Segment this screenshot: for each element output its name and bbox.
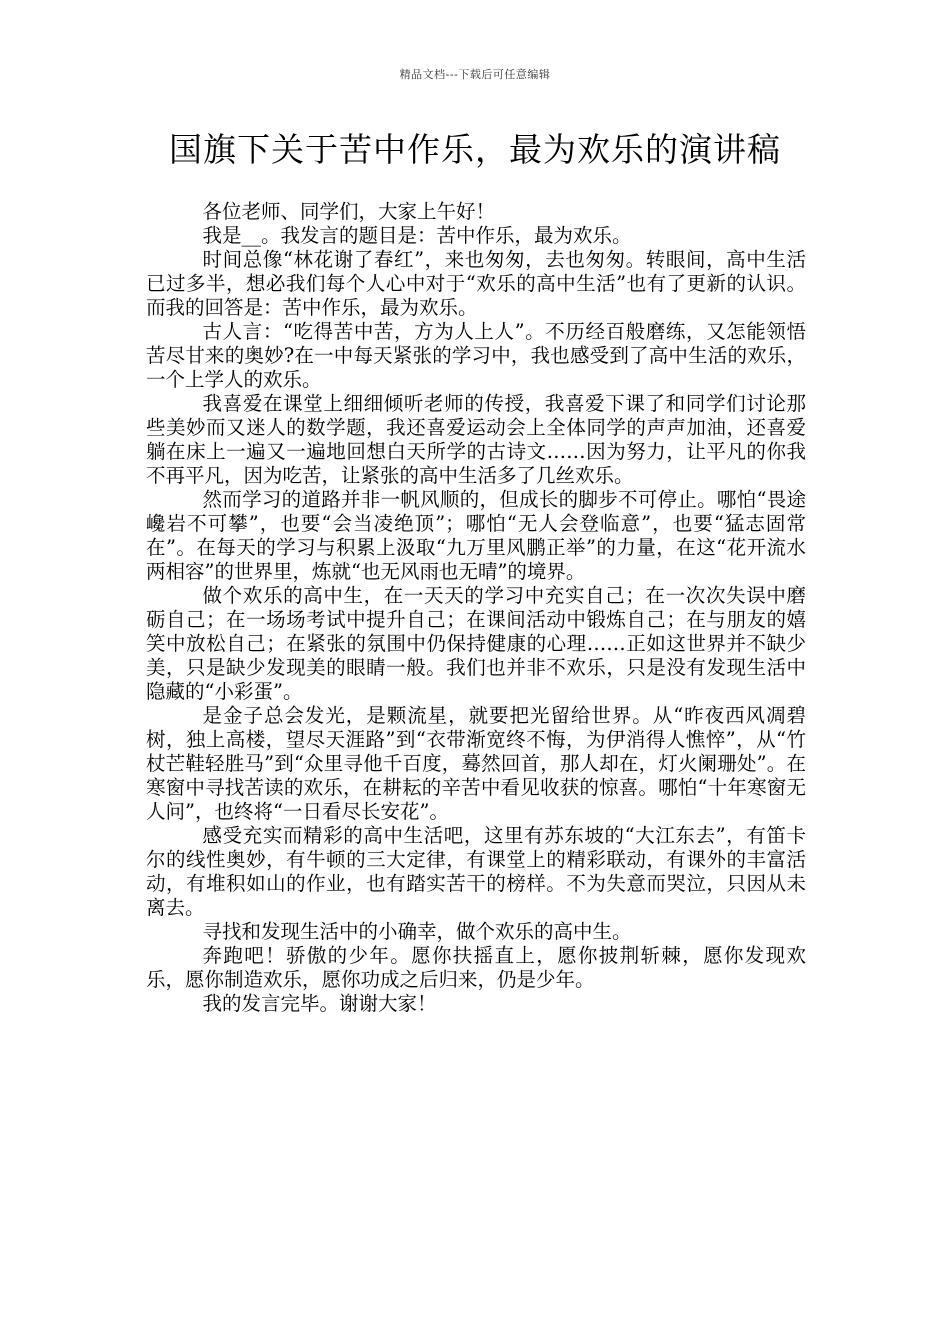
paragraph-body: 是金子总会发光，是颗流星，就要把光留给世界。从“昨夜西风凋碧树，独上高楼，望尽天涯路”到“衣带渐宽终不悔，为伊消得人憔悴”，从“竹杖芒鞋轻胜马”到“众里寻他千百度，蓦然回首，那人却在，灯火阑珊处”。在寒窗中寻找苦读的欢乐，在耕耘的辛苦中看见收获的惊喜。哪怕“十年寒窗无人问”，也终将“一日看尽长安花”。 (146, 704, 806, 823)
paragraph-body: 感受充实而精彩的高中生活吧，这里有苏东坡的“大江东去”，有笛卡尔的线性奥妙，有牛顿的三大定律，有课堂上的精彩联动，有课外的丰富活动，有堆积如山的作业，也有踏实苦干的榜样。不为失意而哭泣，只因从未离去。 (146, 824, 806, 919)
paragraph-body: 寻找和发现生活中的小确幸，做个欢乐的高中生。 (202, 920, 632, 943)
paragraph-body: 时间总像“林花谢了春红”，来也匆匆，去也匆匆。转眼间，高中生活已过多半，想必我们每个人心中对于“欢乐的高中生活”也有了更新的认识。而我的回答是：苦中作乐，最为欢乐。 (146, 248, 806, 319)
page-header: 精品文档---下载后可任意编辑 (399, 68, 551, 81)
document-body (146, 200, 806, 1016)
paragraph-body: 我喜爱在课堂上细细倾听老师的传授，我喜爱下课了和同学们讨论那些美妙而又迷人的数学题，我还喜爱运动会上全体同学的声声加油，还喜爱躺在床上一遍又一遍地回想白天所学的古诗文……因为努力，让平凡的你我不再平凡，因为吃苦，让紧张的高中生活多了几丝欢乐。 (146, 392, 806, 487)
paragraph-body: 做个欢乐的高中生，在一天天的学习中充实自己；在一次次失误中磨砺自己；在一场场考试中提升自己；在课间活动中锻炼自己；在与朋友的嬉笑中放松自己；在紧张的氛围中仍保持健康的心理……正如这世界并不缺少美，只是缺少发现美的眼睛一般。我们也并非不欢乐，只是没有发现生活中隐藏的“小彩蛋”。 (146, 584, 806, 703)
paragraph-body: 古人言：“吃得苦中苦，方为人上人”。不历经百般磨练，又怎能领悟苦尽甘来的奥妙?在一中每天紧张的学习中，我也感受到了高中生活的欢乐，一个上学人的欢乐。 (146, 320, 806, 391)
document-title: 国旗下关于苦中作乐，最为欢乐的演讲稿 (169, 130, 781, 169)
paragraph-topic: 我是__。我发言的题目是：苦中作乐，最为欢乐。 (202, 224, 632, 247)
paragraph-body: 奔跑吧！骄傲的少年。愿你扶摇直上，愿你披荆斩棘，愿你发现欢乐，愿你制造欢乐，愿你功成之后归来，仍是少年。 (146, 944, 806, 991)
paragraph-greeting: 各位老师、同学们，大家上午好！ (202, 200, 496, 223)
paragraph-body: 然而学习的道路并非一帆风顺的，但成长的脚步不可停止。哪怕“畏途巉岩不可攀”，也要“会当凌绝顶”；哪怕“无人会登临意”，也要“猛志固常在”。在每天的学习与积累上汲取“九万里风鹏正举”的力量，在这“花开流水两相容”的世界里，炼就“也无风雨也无晴”的境界。 (146, 488, 806, 583)
paragraph-closing: 我的发言完毕。谢谢大家！ (202, 992, 437, 1015)
